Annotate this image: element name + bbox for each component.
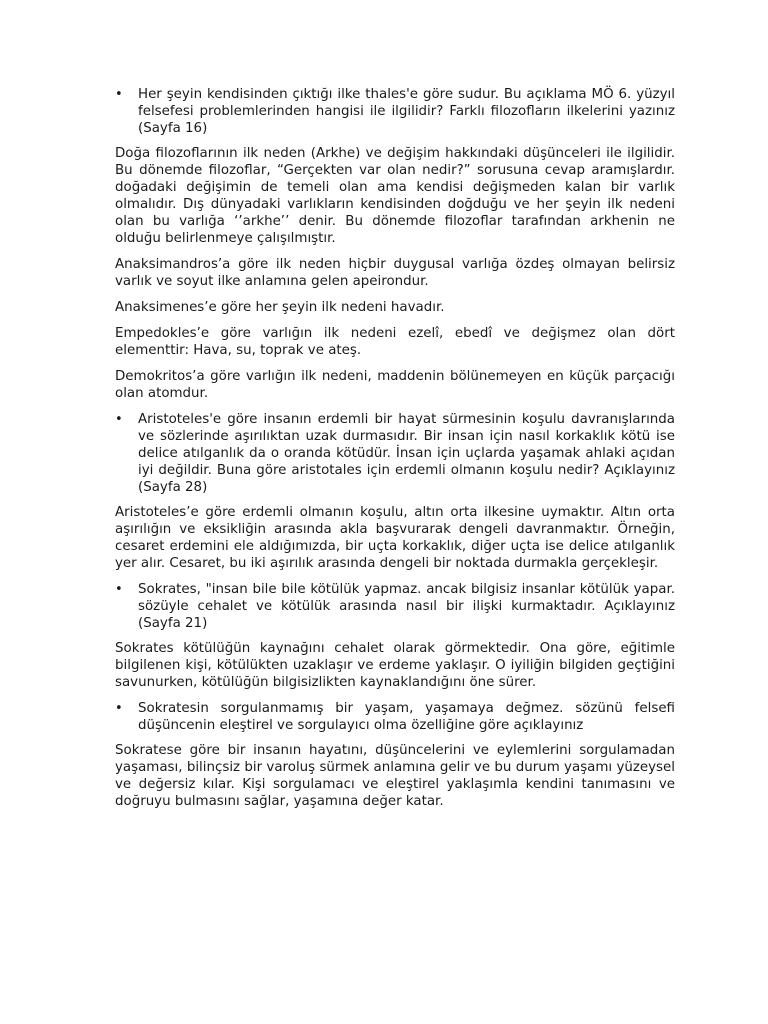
bullet-icon: •	[115, 701, 123, 716]
answer-1-paragraph-1: Doğa filozoflarının ilk neden (Arkhe) ve değişim hakkındaki düşünceleri ile ilgilidir. Bu dönemde filozoflar, “Gerçekten var olan nedir?” sorusuna cevap aramışlardır. doğadaki değişimin de temeli olan ama kendisi değişmeden kalan bir varlık olmalıdır. Dış dünyadaki varlıkların kendisinden doğduğu ve her şeyin ilk nedeni olan bu varlığa ‘’arkhe’’ denir. Bu dönemde filozoflar tarafından arkhenin ne olduğu belirlenmeye çalışılmıştır.	[115, 146, 675, 246]
question-3-text: Sokrates, "insan bile bile kötülük yapmaz. ancak bilgisiz insanlar kötülük yapar. sözüyle cehalet ve kötülük arasında nasıl bir ilişki kurmaktadır. Açıklayınız (Sayfa 21)	[138, 582, 675, 631]
answer-1-paragraph-3: Anaksimenes’e göre her şeyin ilk nedeni havadır.	[115, 300, 445, 315]
question-1	[115, 86, 675, 137]
question-4	[115, 700, 675, 734]
answer-2-paragraph: Aristoteles’e göre erdemli olmanın koşulu, altın orta ilkesine uymaktır. Altın orta aşırılığın ve eksikliğin arasında akla başvurarak dengeli davranmaktır. Örneğin, cesaret erdemini ele aldığımızda, bir uçta korkaklık, diğer uçta ise delice atılganlık yer alır. Cesaret, bu iki aşırılık arasında dengeli bir noktada durmakla gerçekleşir.	[115, 505, 675, 571]
answer-1-paragraph-5: Demokritos’a göre varlığın ilk nedeni, maddenin bölünemeyen en küçük parçacığı olan atomdur.	[115, 369, 675, 401]
question-4-text: Sokratesin sorgulanmamış bir yaşam, yaşamaya değmez. sözünü felsefi düşüncenin eleştirel ve sorgulayıcı olma özelliğine göre açıklayınız	[138, 701, 675, 733]
answer-1-paragraph-2: Anaksimandros’a göre ilk neden hiçbir duygusal varlığa özdeş olmayan belirsiz varlık ve soyut ilke anlamına gelen apeirondur.	[115, 257, 675, 289]
bullet-icon: •	[115, 412, 123, 427]
question-3	[115, 581, 675, 632]
answer-1-paragraph-4: Empedokles’e göre varlığın ilk nedeni ezelî, ebedî ve değişmez olan dört elementtir: Hava, su, toprak ve ateş.	[115, 326, 675, 358]
document-page	[115, 86, 675, 819]
answer-4-paragraph: Sokratese göre bir insanın hayatını, düşüncelerini ve eylemlerini sorgulamadan yaşaması, bilinçsiz bir varoluş sürmek anlamına gelir ve bu durum yaşamı yüzeysel ve değersiz kılar. Kişi sorgulamacı ve eleştirel yaklaşımla kendini tanımasını ve doğruyu bulmasını sağlar, yaşamına değer katar.	[115, 743, 675, 809]
bullet-icon: •	[115, 87, 123, 102]
answer-3-paragraph: Sokrates kötülüğün kaynağını cehalet olarak görmektedir. Ona göre, eğitimle bilgilenen kişi, kötülükten uzaklaşır ve erdeme yaklaşır. O iyiliğin bilgiden geçtiğini savunurken, kötülüğün bilgisizlikten kaynaklandığını öne sürer.	[115, 641, 675, 690]
question-1-text: Her şeyin kendisinden çıktığı ilke thales'e göre sudur. Bu açıklama MÖ 6. yüzyıl felsefesi problemlerinden hangisi ile ilgilidir? Farklı filozofların ilkelerini yazınız (Sayfa 16)	[138, 87, 675, 136]
question-2	[115, 411, 675, 496]
bullet-icon: •	[115, 582, 123, 597]
question-2-text: Aristoteles'e göre insanın erdemli bir hayat sürmesinin koşulu davranışlarında ve sözlerinde aşırılıktan uzak durmasıdır. Bir insan için nasıl korkaklık kötü ise delice atılganlık da o oranda kötüdür. İnsan için uçlarda yaşamak ahlaki açıdan iyi değildir. Buna göre aristotales için erdemli olmanın koşulu nedir? Açıklayınız (Sayfa 28)	[138, 412, 675, 495]
